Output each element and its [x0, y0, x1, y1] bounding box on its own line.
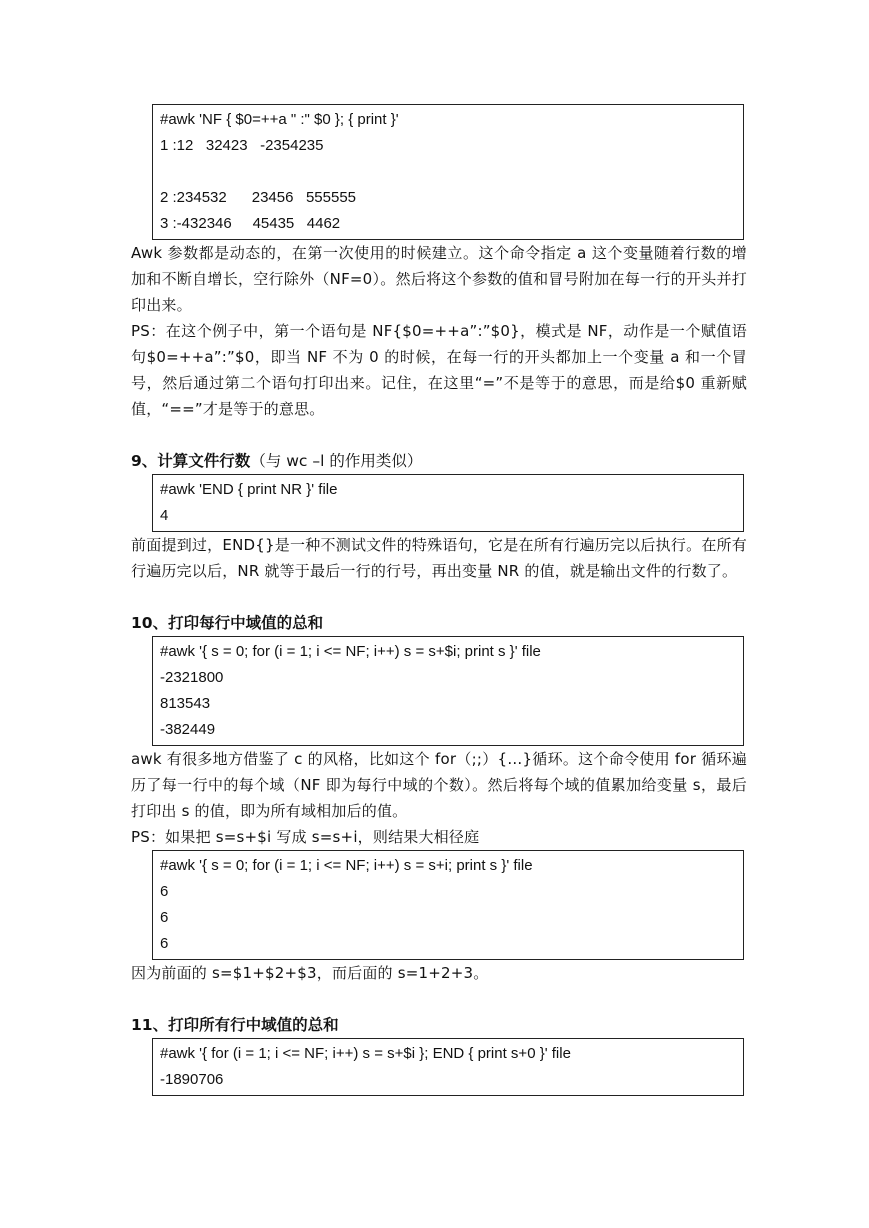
code-block-sum-index — [152, 850, 744, 960]
code-line: 4 — [160, 507, 169, 524]
section-number: 10、 — [131, 614, 169, 632]
code-block-sum-all-fields — [152, 1038, 744, 1096]
code-line: -382449 — [160, 721, 216, 738]
code-line: 2 :234532 23456 555555 — [160, 189, 357, 206]
code-line: -2321800 — [160, 669, 224, 686]
section-heading-11 — [131, 1012, 747, 1038]
section-title: 打印所有行中域值的总和 — [168, 1016, 339, 1034]
code-block-line-numbering — [152, 104, 744, 240]
code-line: #awk '{ s = 0; for (i = 1; i <= NF; i++) s = s+$i; print s }' file — [160, 643, 541, 660]
paragraph: Awk 参数都是动态的，在第一次使用的时候建立。这个命令指定 a 这个变量随着行数的增加和不断自增长，空行除外（NF=0）。然后将这个参数的值和冒号附加在每一行的开头并打印出来。 — [131, 244, 747, 314]
paragraph: PS：在这个例子中，第一个语句是 NF{$0=++a”:”$0}，模式是 NF，动作是一个赋值语句$0=++a”:”$0，即当 NF 不为 0 的时候，在每一行的开头都加上一个变量 a 和一个冒号，然后通过第二个语句打印出来。记住，在这里“=”不是等于的意思，而是给$0 重新赋值，“==”才是等于的意思。 — [131, 322, 747, 418]
section-number: 11、 — [131, 1016, 169, 1034]
code-line: -1890706 — [160, 1071, 224, 1088]
code-line: #awk '{ s = 0; for (i = 1; i <= NF; i++) s = s+i; print s }' file — [160, 857, 533, 874]
code-line: 1 :12 32423 -2354235 — [160, 137, 324, 154]
paragraph: PS：如果把 s=s+$i 写成 s=s+i，则结果大相径庭 — [131, 828, 480, 846]
code-line: #awk '{ for (i = 1; i <= NF; i++) s = s+$i }; END { print s+0 }' file — [160, 1045, 571, 1062]
document-page — [131, 104, 747, 1096]
paragraph: awk 有很多地方借鉴了 c 的风格，比如这个 for（;;）{…}循环。这个命令使用 for 循环遍历了每一行中的每个域（NF 即为每行中域的个数）。然后将每个域的值累加给变量 s，最后打印出 s 的值，即为所有域相加后的值。 — [131, 750, 747, 820]
section-title: 打印每行中域值的总和 — [168, 614, 324, 632]
code-block-sum-fields-per-line — [152, 636, 744, 746]
code-line: 3 :-432346 45435 4462 — [160, 215, 341, 232]
section-number: 9、 — [131, 452, 158, 470]
code-line: 6 — [160, 935, 169, 952]
code-line: #awk 'END { print NR }' file — [160, 481, 338, 498]
section-heading-9 — [131, 448, 747, 474]
section-title: 计算文件行数 — [157, 452, 251, 470]
section-heading-10 — [131, 610, 747, 636]
code-line: 813543 — [160, 695, 211, 712]
code-line: 6 — [160, 909, 169, 926]
paragraph: 前面提到过，END{}是一种不测试文件的特殊语句，它是在所有行遍历完以后执行。在所有行遍历完以后，NR 就等于最后一行的行号，再出变量 NR 的值，就是输出文件的行数了。 — [131, 536, 747, 580]
paragraph: 因为前面的 s=$1+$2+$3，而后面的 s=1+2+3。 — [131, 964, 489, 982]
code-line: #awk 'NF { $0=++a " :" $0 }; { print }' — [160, 111, 399, 128]
code-line: 6 — [160, 883, 169, 900]
code-block-count-lines — [152, 474, 744, 532]
code-line — [160, 159, 736, 185]
section-note: （与 wc –l 的作用类似） — [250, 452, 423, 470]
